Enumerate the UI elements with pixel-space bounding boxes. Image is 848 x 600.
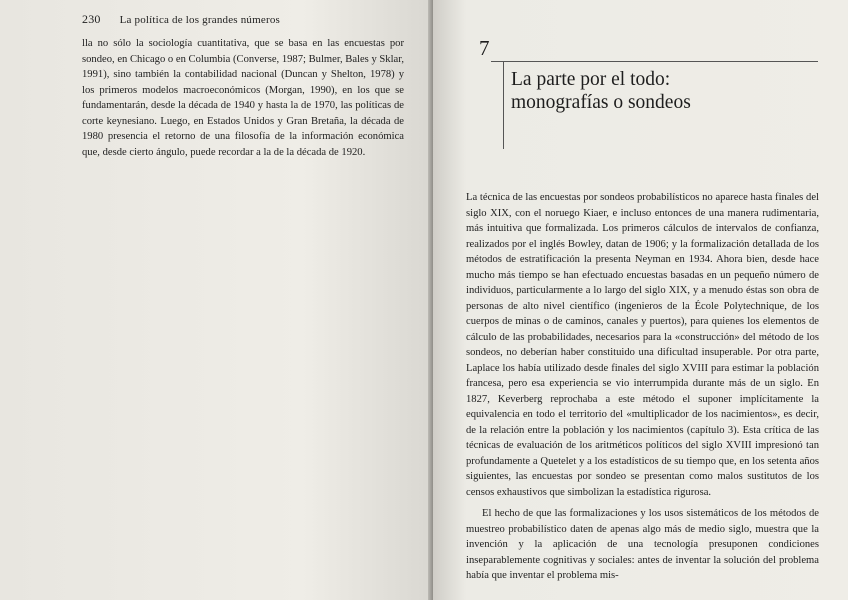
page-number: 230 xyxy=(82,12,101,26)
right-page xyxy=(433,0,848,600)
running-head-title: La política de los grandes números xyxy=(119,14,281,26)
right-page-body xyxy=(466,190,819,584)
left-page-body xyxy=(82,36,404,160)
chapter-title-line-2: monografías o sondeos xyxy=(511,92,691,113)
chapter-number: 7 xyxy=(479,36,490,60)
chapter-title-rule-vertical xyxy=(503,61,504,149)
body-paragraph-2: El hecho de que las formalizaciones y los usos sistemáticos de los métodos de muestreo probabilístico daten de apenas algo más de medio siglo, muestra que la invención y la aplicación de una tecnología presuponen condiciones inseparablemente cognitivas y sociales: antes de inventar la solución del problema había que inventar el problema mis- xyxy=(466,508,819,581)
running-head xyxy=(82,12,405,27)
chapter-title-rule-horizontal xyxy=(491,61,818,62)
body-paragraph: lla no sólo la sociología cuantitativa, que se basa en las encuestas por sondeo, en Chicago o en Columbia (Converse, 1987; Bulmer, Bales y Sklar, 1991), sino también la contabilidad nacional (Duncan y Shelton, 1978) y los primeros modelos macroeconómicos (Morgan, 1990), en los que se fundamentarán, desde la década de 1940 y hasta la de 1970, las políticas de corte keynesiano. Luego, en Estados Unidos y Gran Bretaña, la década de 1980 presencia el retorno de una filosofía de la información económica que, desde cierto ángulo, puede recordar a la de la década de 1920. xyxy=(82,38,404,158)
chapter-title xyxy=(511,68,811,114)
body-paragraph-1: La técnica de las encuestas por sondeos probabilísticos no aparece hasta finales del siglo XIX, con el noruego Kiaer, e incluso entonces de una manera rudimentaria, más intuitiva que formalizada. Los primeros cálculos de intervalos de confianza, realizados por el inglés Bowley, datan de 1906; y la formalización detallada de los métodos de estratificación la presenta Neyman en 1934. Ahora bien, desde hace mucho más tiempo se han efectuado encuestas basadas en un pequeño número de individuos, particularmente a lo largo del siglo XIX, y a menudo éstas son obra de personas de alto nivel científico (ingenieros de la École Polytechnique, de los cuerpos de minas o de caminos, canales y puertos), para quienes los elementos de cálculo de las probabilidades, necesarios para la «construcción» del método de los sondeos, no deberían haber constituido una dificultad insuperable. Por otra parte, Laplace los había utilizado desde finales del siglo XVIII para estimar la población francesa, pero esa experiencia se vio interrumpida durante más de un siglo. En 1827, Keverberg reprochaba a este método el suponer implícitamente la equivalencia en todo el territorio del «multiplicador de los nacimientos», es decir, de la relación entre la población y los nacimientos (capítulo 3). Esta crítica de las técnicas de evaluación de los aritméticos políticos del siglo XVIII impresionó tan profundamente a Quetelet y a los estadísticos de su tiempo que, en los setenta años siguientes, las encuestas por sondeo se presentan como malos sustitutos de los censos exhaustivos que simbolizan la estadística rigurosa. xyxy=(466,192,819,498)
chapter-title-line-1: La parte por el todo: xyxy=(511,69,671,90)
